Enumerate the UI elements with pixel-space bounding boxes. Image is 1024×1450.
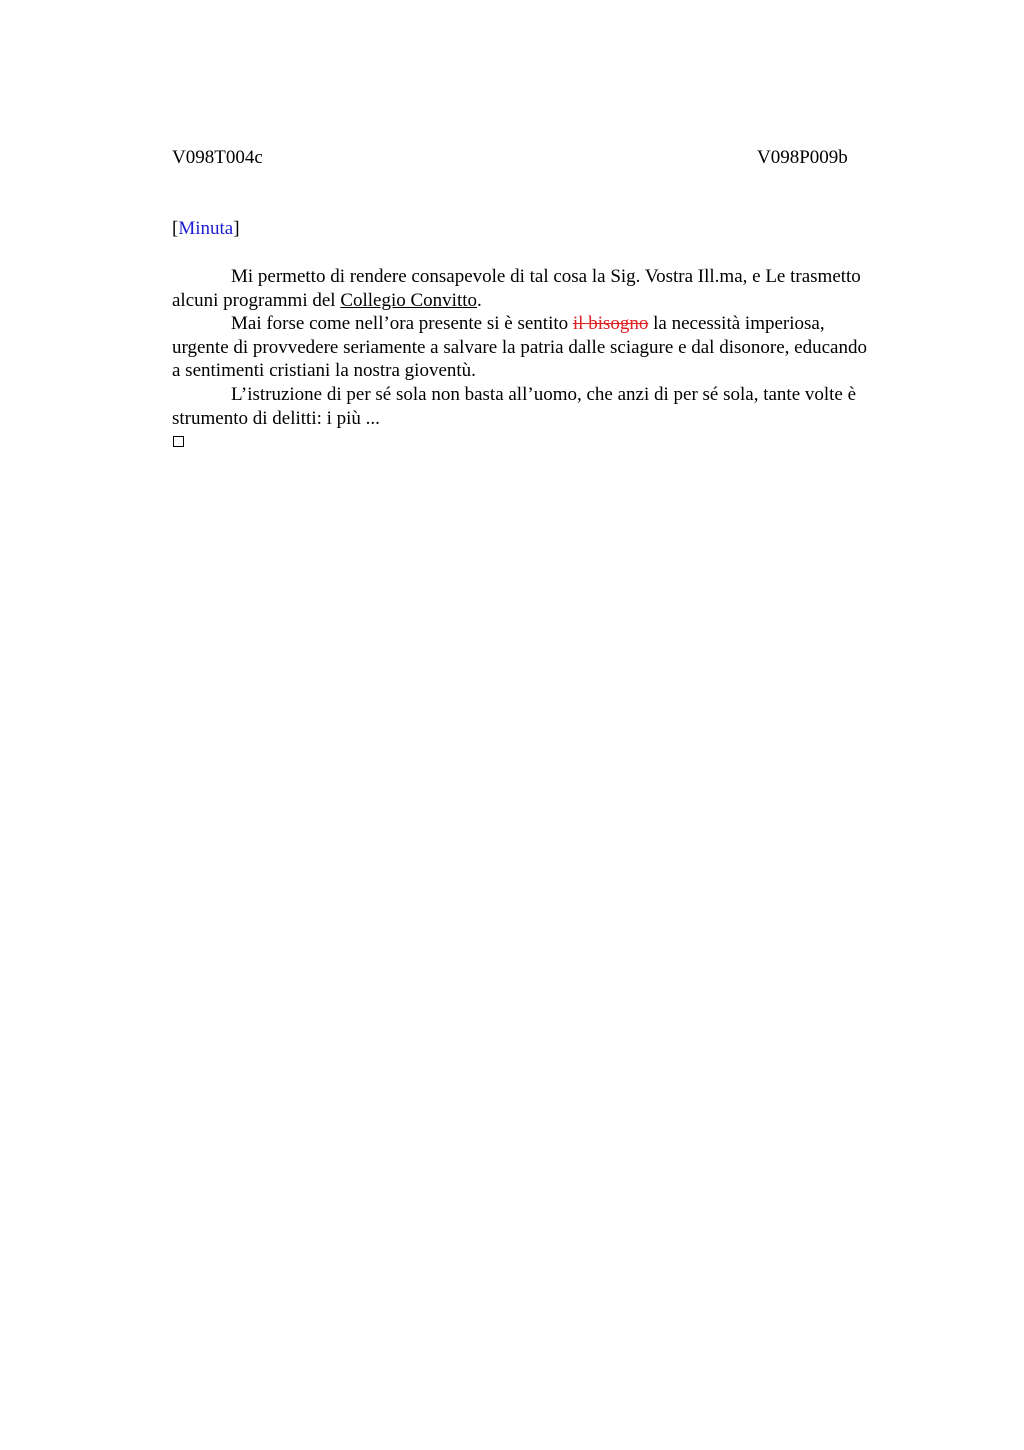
paragraph-2-line-1-post: la necessità imperiosa, bbox=[648, 313, 825, 335]
minuta-label bbox=[172, 217, 240, 241]
letter-body bbox=[172, 265, 932, 430]
paragraph-3-line-1: L’istruzione di per sé sola non basta all’uomo, che anzi di per sé sola, tante volte è bbox=[231, 383, 857, 405]
paragraph-1-line-2-pre: alcuni programmi del bbox=[172, 289, 341, 311]
paragraph-2-line-3: a sentimenti cristiani la nostra gioventù. bbox=[172, 360, 476, 382]
paragraph-1-line-1: Mi permetto di rendere consapevole di tal cosa la Sig. Vostra Ill.ma, e Le trasmetto bbox=[231, 266, 861, 287]
paragraph-2-line-1-pre: Mai forse come nell’ora presente si è sentito bbox=[231, 313, 573, 335]
paragraph-1-line-2 bbox=[172, 289, 932, 313]
collegio-convitto-underlined: Collegio Convitto bbox=[340, 289, 478, 311]
struck-text: il bisogno bbox=[572, 313, 649, 335]
minuta-text: Minuta bbox=[178, 218, 234, 239]
document-code-right: V098P009b bbox=[757, 147, 848, 168]
paragraph-1-line-2-post: . bbox=[477, 289, 482, 311]
paragraph-3-line-2: strumento di delitti: i più ... bbox=[172, 407, 380, 429]
square-outline-icon bbox=[173, 436, 184, 447]
paragraph-2-line-2: urgente di provvedere seriamente a salvare la patria dalle sciagure e dal disonore, educando bbox=[172, 336, 867, 358]
close-bracket: ] bbox=[233, 218, 240, 239]
paragraph-2-line-1 bbox=[172, 312, 932, 336]
open-bracket: [ bbox=[172, 218, 179, 239]
document-code-left: V098T004c bbox=[172, 147, 263, 168]
